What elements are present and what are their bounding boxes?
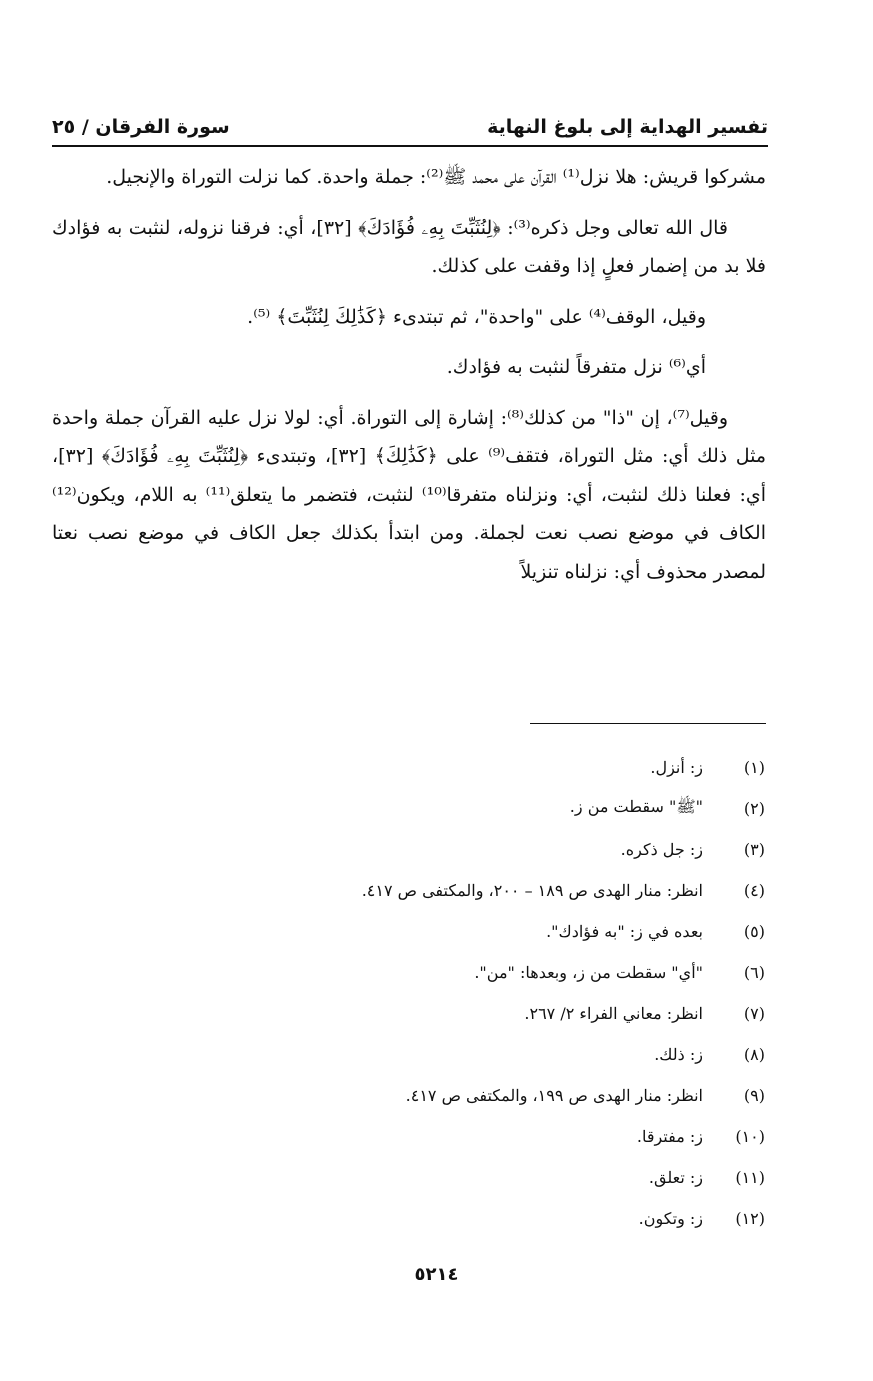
footnote-text: انظر: منار الهدى ص ١٩٩، والمكتفى ص ٤١٧.: [405, 1086, 703, 1105]
footnote: [125, 747, 765, 788]
paragraph-3: وقيل، الوقف⁽⁴⁾ على "واحدة"، ثم تبتدىء ﴿كَذَٰلِكَ لِنُثَبِّتَ﴾ ⁽⁵⁾.: [247, 305, 706, 328]
footnote: [125, 911, 765, 952]
footnote: [125, 870, 765, 911]
surah-reference: سورة الفرقان / ٢٥: [52, 116, 230, 138]
footnote: [125, 952, 765, 993]
footnote-number: (١٠): [735, 1127, 765, 1146]
paragraph-4: أي⁽⁶⁾ نزل متفرقاً لنثبت به فؤادك.: [446, 356, 706, 378]
footnote-text: ز: تعلق.: [648, 1168, 703, 1187]
book-title: تفسير الهداية إلى بلوغ النهاية: [487, 116, 768, 138]
running-header: [52, 98, 768, 138]
footnote-text: ز: مفترقا.: [636, 1127, 703, 1146]
header-rule: [52, 145, 768, 147]
footnote: [125, 1157, 765, 1198]
footnote-number: (٣): [743, 840, 765, 859]
footnote-number: (٥): [743, 922, 765, 941]
footnote: [125, 1034, 765, 1075]
footnote-text: ز: جل ذكره.: [620, 840, 703, 859]
footnote-number: (٩): [743, 1086, 765, 1105]
footnote: [125, 1198, 765, 1239]
paragraph-1: مشركوا قريش: هلا نزل⁽¹⁾ القرآن على محمد ﷺ⁽²⁾: جملة واحدة. كما نزلت التوراة والإنجيل.: [106, 166, 766, 188]
footnote-number: (١): [743, 758, 765, 777]
paragraph-5: وقيل⁽⁷⁾، إن "ذا" من كذلك⁽⁸⁾: إشارة إلى التوراة. أي: لولا نزل عليه القرآن جملة واحدة مثل ذلك أي: مثل التوراة، فتقف⁽⁹⁾ على ﴿كَذَٰلِكَ﴾ [٣٢]، وتبتدىء ﴿لِنُثَبِّتَ بِهِۦ فُؤَادَكَ﴾ [٣٢]، أي: فعلنا ذلك لنثبت، أي: ونزلناه متفرقا⁽¹⁰⁾ لنثبت، فتضمر ما يتعلق⁽¹¹⁾ به اللام، ويكون⁽¹²⁾ الكاف في موضع نصب نعت لجملة. ومن ابتدأ بكذلك جعل الكاف في موضع نصب نعتا لمصدر محذوف أي: نزلناه تنزيلاً: [52, 406, 766, 583]
footnote-text: انظر: منار الهدى ص ١٨٩ – ٢٠٠، والمكتفى ص ٤١٧.: [361, 881, 703, 900]
footnote-number: (٨): [743, 1045, 765, 1064]
footnotes: [125, 747, 765, 1239]
footnote-number: (٦): [743, 963, 765, 982]
footnote-text: ز: وتكون.: [638, 1209, 703, 1228]
footnote: [125, 788, 765, 829]
page-number: ٥٢١٤: [414, 1264, 459, 1285]
footnote-text: "ﷺ" سقطت من ز.: [569, 797, 703, 816]
footnote: [125, 1075, 765, 1116]
main-text: [52, 158, 766, 603]
footnote: [125, 829, 765, 870]
footnote-number: (١٢): [735, 1209, 765, 1228]
paragraph-2: قال الله تعالى وجل ذكره⁽³⁾: ﴿لِنُثَبِّتَ بِهِۦ فُؤَادَكَ﴾ [٣٢]، أي: فرقنا نزوله، لنثبت به فؤادك فلا بد من إضمار فعلٍ إذا وقفت على كذلك.: [52, 216, 766, 277]
footnote: [125, 993, 765, 1034]
footnote-number: (٧): [743, 1004, 765, 1023]
footnote-text: ز: ذلك.: [654, 1045, 703, 1064]
footnote-number: (٢): [743, 799, 765, 818]
footnote-rule: [530, 723, 766, 724]
footnote-text: ز: أنزل.: [650, 758, 703, 777]
footnote-text: بعده في ز: "به فؤادك".: [546, 922, 703, 941]
footnote-text: "أي" سقطت من ز، وبعدها: "من".: [474, 963, 703, 982]
footnote-number: (٤): [743, 881, 765, 900]
footnote-text: انظر: معاني الفراء ٢/ ٢٦٧.: [524, 1004, 703, 1023]
footnote-number: (١١): [735, 1168, 765, 1187]
footnote: [125, 1116, 765, 1157]
